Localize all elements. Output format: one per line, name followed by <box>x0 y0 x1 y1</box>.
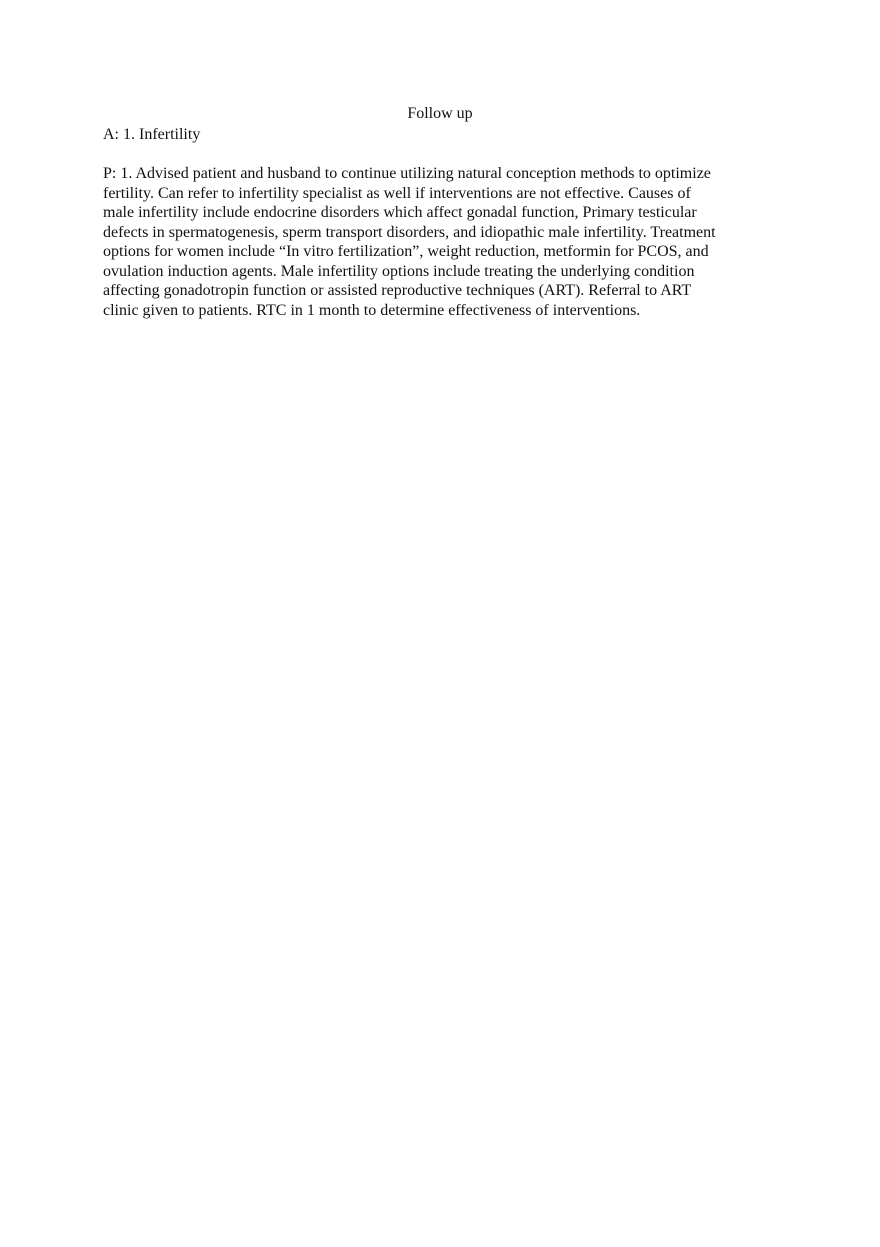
plan-paragraph <box>103 164 716 320</box>
plan-line: defects in spermatogenesis, sperm transport disorders, and idiopathic male infertility. Treatment <box>103 223 716 241</box>
plan-line: P: 1. Advised patient and husband to continue utilizing natural conception methods to optimize <box>103 165 711 182</box>
plan-line: options for women include “In vitro fertilization”, weight reduction, metformin for PCOS, and <box>103 243 709 260</box>
plan-line: male infertility include endocrine disorders which affect gonadal function, Primary testicular <box>103 204 697 221</box>
plan-line: fertility. Can refer to infertility specialist as well if interventions are not effective. Causes of <box>103 184 691 202</box>
plan-line: clinic given to patients. RTC in 1 month to determine effectiveness of interventions. <box>103 301 641 319</box>
plan-line: affecting gonadotropin function or assisted reproductive techniques (ART). Referral to ART <box>103 282 692 299</box>
assessment-line: A: 1. Infertility <box>103 126 201 143</box>
document-title: Follow up <box>407 105 473 122</box>
plan-line: ovulation induction agents. Male infertility options include treating the underlying condition <box>103 262 695 280</box>
